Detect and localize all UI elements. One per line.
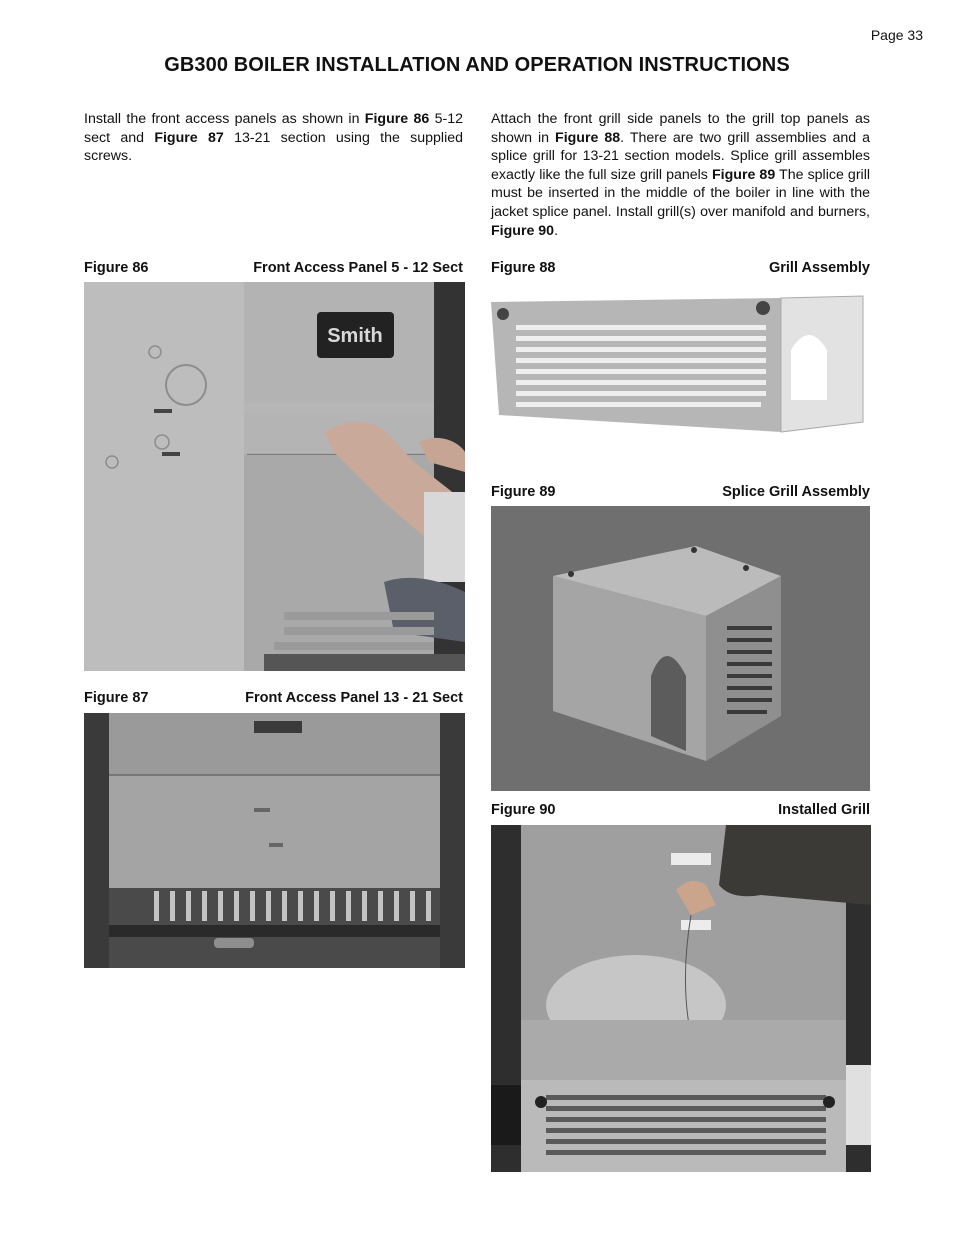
figure-86-ref: Figure 86 (364, 111, 430, 127)
figure-87-label: Figure 87 (84, 690, 149, 706)
figure-87-photo (84, 713, 465, 968)
figure-90-caption (491, 802, 870, 818)
figure-89-title: Splice Grill Assembly (722, 484, 870, 500)
figure-90-title: Installed Grill (778, 802, 870, 818)
figure-86-caption (84, 260, 463, 276)
figure-89-photo (491, 506, 870, 791)
figure-86-label: Figure 86 (84, 260, 149, 276)
figure-88-ref: Figure 88 (555, 129, 621, 146)
figure-87-ref: Figure 87 (154, 129, 224, 146)
figure-88-label: Figure 88 (491, 260, 556, 276)
page-title: GB300 BOILER INSTALLATION AND OPERATION INSTRUCTIONS (164, 54, 790, 76)
figure-89-label: Figure 89 (491, 484, 556, 500)
smith-logo: Smith (327, 325, 383, 347)
figure-89-caption (491, 484, 870, 500)
figure-90-photo (491, 825, 871, 1172)
left-paragraph: Install the front access panels as shown in Figure 86 5-12 sect and Figure 87 13-21 section using the supplied screws. (84, 111, 464, 165)
figure-88-caption (491, 260, 870, 276)
page-number: Page 33 (870, 27, 923, 43)
figure-87-title: Front Access Panel 13 - 21 Sect (245, 690, 463, 706)
figure-86-photo (84, 282, 465, 671)
figure-88-photo (491, 290, 870, 440)
figure-88-title: Grill Assembly (768, 260, 870, 276)
figure-90-label: Figure 90 (491, 802, 556, 818)
figure-86-title: Front Access Panel 5 - 12 Sect (253, 260, 463, 276)
figure-89-ref: Figure 89 (712, 166, 776, 183)
right-paragraph: Attach the front grill side panels to the grill top panels as shown in Figure 88. There are two grill assemblies and a splice grill for 13-21 section models. Splice grill assembles exactly like the full size grill panels Figure 89 The splice grill must be inserted in the middle of the boiler in line with the jacket splice panel. Install grill(s) over manifold and burners, Figure 90. (491, 111, 870, 239)
figure-90-ref: Figure 90 (491, 222, 555, 239)
figure-87-caption (84, 690, 463, 706)
